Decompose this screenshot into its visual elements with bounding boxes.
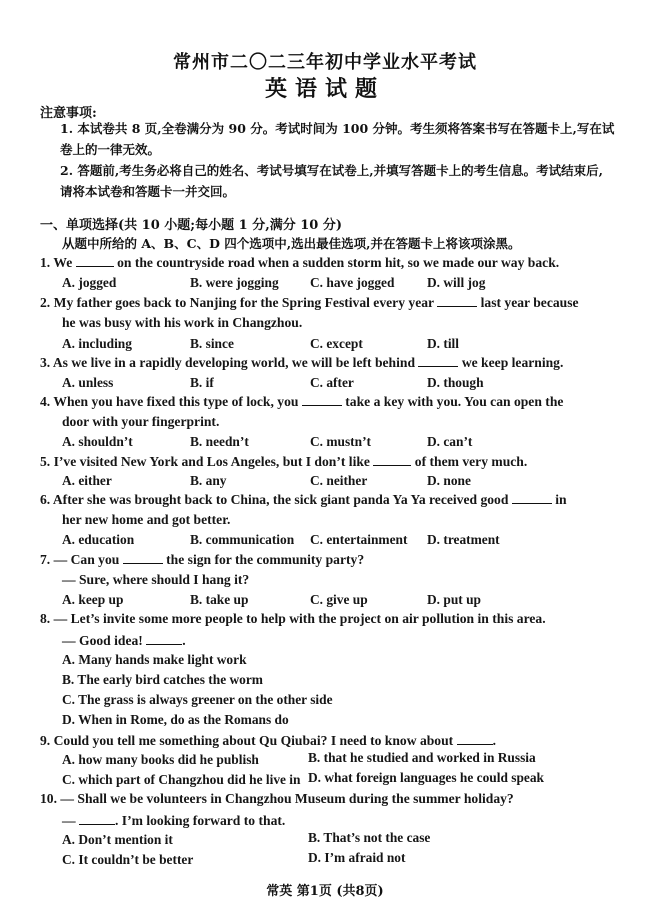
question-text: in (555, 492, 567, 507)
question-number: 3. (40, 355, 51, 370)
question-number: 4. (40, 394, 51, 409)
option-c: C. mustn’t (310, 434, 372, 449)
option-a: A. how many books did he publish (62, 752, 259, 767)
question-text: on the countryside road when a sudden storm hit, so we made our way back. (117, 255, 560, 270)
option-c: C. neither (310, 473, 368, 488)
question-text: We (53, 255, 73, 270)
option-a: A. Don’t mention it (62, 832, 173, 847)
option-c: C. after (310, 375, 354, 390)
question-text: — Shall we be volunteers in Changzhou Museum during the summer holiday? (60, 791, 514, 806)
answer-blank (512, 491, 552, 504)
option-a: A. keep up (62, 592, 124, 607)
option-d: D. When in Rome, do as the Romans do (62, 712, 289, 727)
option-b: B. needn’t (190, 434, 249, 449)
question-text: last year because (480, 295, 579, 310)
answer-blank (76, 254, 114, 267)
question-text: — Let’s invite some more people to help with the project on air pollution in this area. (53, 611, 546, 626)
question-text: . I’m looking forward to that. (115, 813, 286, 828)
option-d: D. I’m afraid not (308, 850, 406, 865)
question-number: 9. (40, 733, 51, 748)
option-b: B. communication (190, 532, 295, 547)
question-text: the sign for the community party? (166, 552, 365, 567)
question-number: 7. (40, 552, 51, 567)
section-instruction: 从题中所给的 A、B、C、D 四个选项中,选出最佳选项,并在答题卡上将该项涂黑。 (62, 236, 521, 251)
option-d: D. none (427, 473, 471, 488)
question-number: 5. (40, 454, 51, 469)
answer-blank (146, 632, 182, 645)
question-5 (40, 453, 527, 470)
section-heading: 一、单项选择(共 10 小题;每小题 1 分,满分 10 分) (40, 218, 343, 233)
question-text: My father goes back to Nanjing for the Spring Festival every year (53, 295, 434, 310)
option-c: C. give up (310, 592, 368, 607)
answer-blank (79, 812, 115, 825)
option-d: D. put up (427, 592, 481, 607)
question-text: Could you tell me something about Qu Qiubai? I need to know about (53, 733, 454, 748)
option-b: B. since (190, 336, 234, 351)
question-text: As we live in a rapidly developing world, we will be left behind (52, 355, 415, 370)
option-d: D. will jog (427, 275, 486, 290)
option-d: D. though (427, 375, 484, 390)
answer-blank (437, 294, 477, 307)
answer-blank (123, 551, 163, 564)
question-10 (40, 791, 514, 807)
note-1: 1. 本试卷共 8 页,全卷满分为 90 分。考试时间为 100 分钟。考生须将答案书写在答题卡上,写在试卷上的一律无效。 (60, 121, 615, 157)
option-b: B. take up (190, 592, 249, 607)
question-2 (40, 294, 579, 311)
question-text: When you have fixed this type of lock, you (53, 394, 299, 409)
question-text: I’ve visited New York and Los Angeles, but I don’t like (53, 454, 370, 469)
option-a: A. education (62, 532, 135, 547)
option-b: B. The early bird catches the worm (62, 672, 263, 687)
option-c: C. The grass is always greener on the other side (62, 692, 333, 707)
notes-label: 注意事项: (40, 106, 97, 121)
answer-blank (418, 354, 458, 367)
option-c: C. It couldn’t be better (62, 852, 194, 867)
option-a: A. unless (62, 375, 114, 390)
option-a: A. either (62, 473, 112, 488)
question-text: — (62, 813, 76, 828)
option-b: B. were jogging (190, 275, 279, 290)
option-b: B. That’s not the case (308, 830, 431, 845)
question-number: 6. (40, 492, 51, 507)
question-number: 10. (40, 791, 57, 806)
option-c: C. except (310, 336, 363, 351)
option-a: A. including (62, 336, 132, 351)
question-text: we keep learning. (461, 355, 564, 370)
option-a: A. jogged (62, 275, 117, 290)
option-a: A. shouldn’t (62, 434, 133, 449)
question-1 (40, 254, 559, 271)
option-a: A. Many hands make light work (62, 652, 247, 667)
question-number: 8. (40, 611, 51, 626)
option-c: C. have jogged (310, 275, 395, 290)
question-4 (40, 393, 563, 410)
option-b: B. any (190, 473, 227, 488)
option-d: D. till (427, 336, 459, 351)
question-6 (40, 491, 567, 508)
question-number: 2. (40, 295, 51, 310)
question-9 (40, 732, 496, 749)
question-3 (40, 354, 563, 371)
question-4-cont: door with your fingerprint. (62, 414, 220, 429)
option-c: C. entertainment (310, 532, 408, 547)
option-b: B. if (190, 375, 214, 390)
option-d: D. can’t (427, 434, 473, 449)
page-footer: 常英 第1页 (共8页) (266, 884, 384, 899)
question-8 (40, 611, 546, 627)
question-2-cont: he was busy with his work in Changzhou. (62, 315, 303, 330)
question-8-cont (62, 632, 186, 649)
option-d: D. treatment (427, 532, 500, 547)
question-text: — Can you (53, 552, 120, 567)
question-text: take a key with you. You can open the (345, 394, 564, 409)
answer-blank (302, 393, 342, 406)
exam-title: 常州市二〇二三年初中学业水平考试 (173, 52, 477, 73)
question-10-cont (62, 812, 285, 829)
note-2: 2. 答题前,考生务必将自己的姓名、考试号填写在试卷上,并填写答题卡上的考生信息。考试结束后,请将本试卷和答题卡一并交回。 (60, 163, 603, 199)
question-number: 1. (40, 255, 51, 270)
question-text: — Good idea! (62, 633, 143, 648)
question-text: of them very much. (414, 454, 528, 469)
question-text: . (182, 633, 186, 648)
question-7-cont: — Sure, where should I hang it? (62, 572, 250, 587)
question-7 (40, 551, 364, 568)
option-b: B. that he studied and worked in Russia (308, 750, 536, 765)
option-c: C. which part of Changzhou did he live in (62, 772, 301, 787)
exam-subject: 英语试题 (264, 76, 385, 102)
answer-blank (457, 732, 493, 745)
question-6-cont: her new home and got better. (62, 512, 231, 527)
option-d: D. what foreign languages he could speak (308, 770, 544, 785)
answer-blank (373, 453, 411, 466)
question-text: . (492, 733, 496, 748)
question-text: After she was brought back to China, the sick giant panda Ya Ya received good (52, 492, 509, 507)
